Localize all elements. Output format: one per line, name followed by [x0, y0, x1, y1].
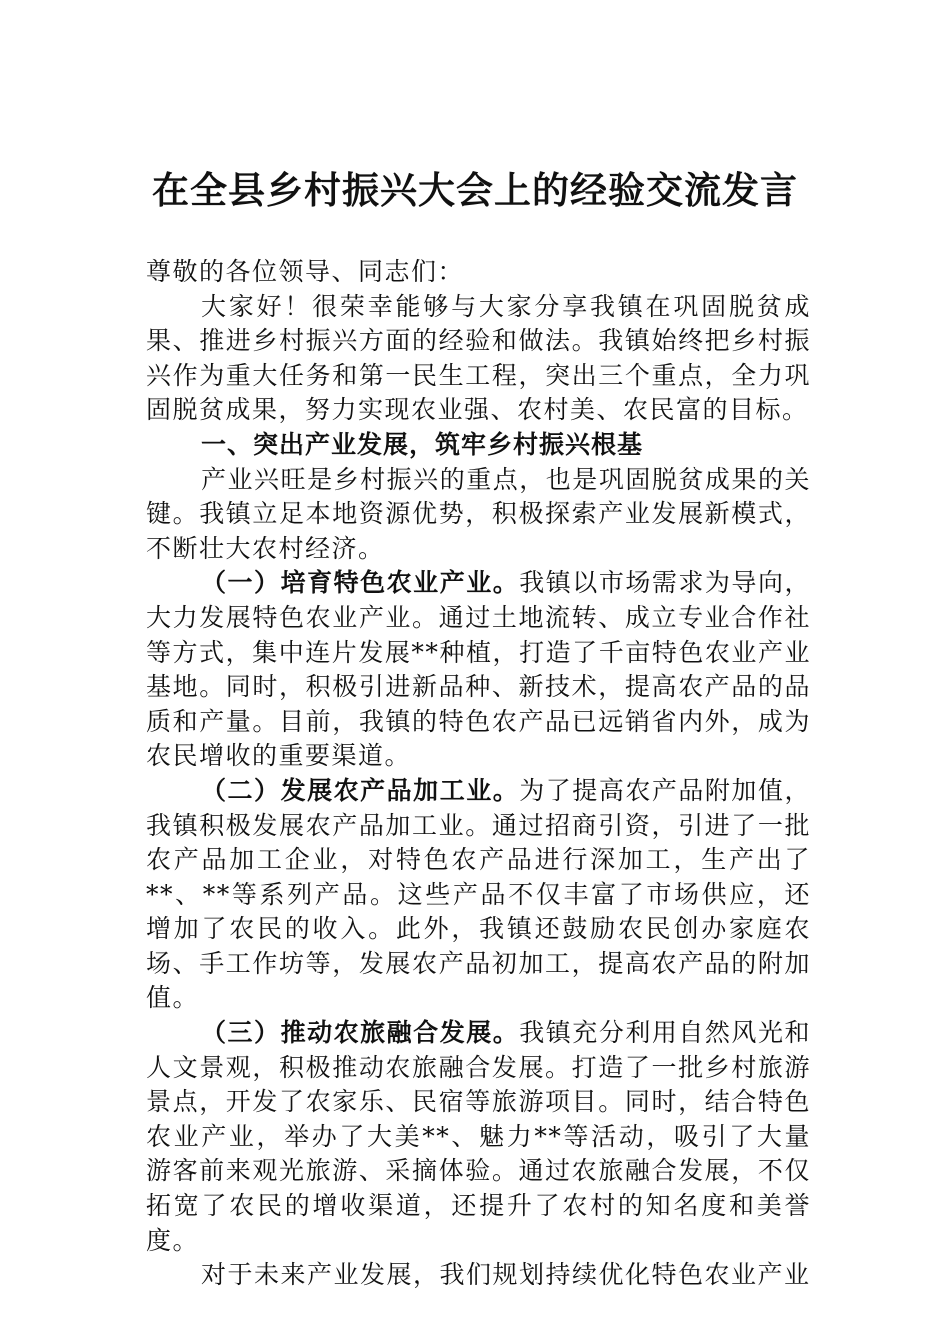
greeting: 尊敬的各位领导、同志们：	[146, 257, 465, 286]
item-paragraph-1	[146, 566, 811, 774]
item-title-1: （一）培育特色农业产业。	[201, 568, 520, 598]
document-title: 在全县乡村振兴大会上的经验交流发言	[152, 168, 798, 212]
item-title-3: （三）推动农旅融合发展。	[201, 1018, 520, 1048]
item-text-2: 为了提高农产品附加值，我镇积极发展农产品加工业。通过招商引资，引进了一批农产品加工企业，对特色农产品进行深加工，生产出了**、**等系列产品。这些产品不仅丰富了市场供应，还增加了农民的收入。此外，我镇还鼓励农民创办家庭农场、手工作坊等，发展农产品初加工，提高农产品的附加值。	[146, 775, 811, 1013]
item-title-2: （二）发展农产品加工业。	[201, 775, 520, 805]
item-text-1: 我镇以市场需求为导向，大力发展特色农业产业。通过土地流转、成立专业合作社等方式，集中连片发展**种植，打造了千亩特色农业产业基地。同时，积极引进新品种、新技术，提高农产品的品质和产量。目前，我镇的特色农产品已远销省内外，成为农民增收的重要渠道。	[146, 568, 811, 771]
section-lead-paragraph: 产业兴旺是乡村振兴的重点，也是巩固脱贫成果的关键。我镇立足本地资源优势，积极探索产业发展新模式，不断壮大农村经济。	[146, 464, 811, 563]
section-heading: 一、突出产业发展，筑牢乡村振兴根基	[201, 429, 644, 459]
closing-paragraph: 对于未来产业发展，我们规划持续优化特色农业产业	[201, 1260, 811, 1290]
item-text-3: 我镇充分利用自然风光和人文景观，积极推动农旅融合发展。打造了一批乡村旅游景点，开发了农家乐、民宿等旅游项目。同时，结合特色农业产业，举办了大美**、魅力**等活动，吸引了大量游客前来观光旅游、采摘体验。通过农旅融合发展，不仅拓宽了农民的增收渠道，还提升了农村的知名度和美誉度。	[146, 1018, 811, 1255]
item-paragraph-3	[146, 1016, 811, 1258]
item-paragraph-2	[146, 774, 811, 1016]
intro-paragraph: 大家好！很荣幸能够与大家分享我镇在巩固脱贫成果、推进乡村振兴方面的经验和做法。我镇始终把乡村振兴作为重大任务和第一民生工程，突出三个重点，全力巩固脱贫成果，努力实现农业强、农村美、农民富的目标。	[146, 291, 811, 425]
document-body	[146, 255, 811, 1293]
